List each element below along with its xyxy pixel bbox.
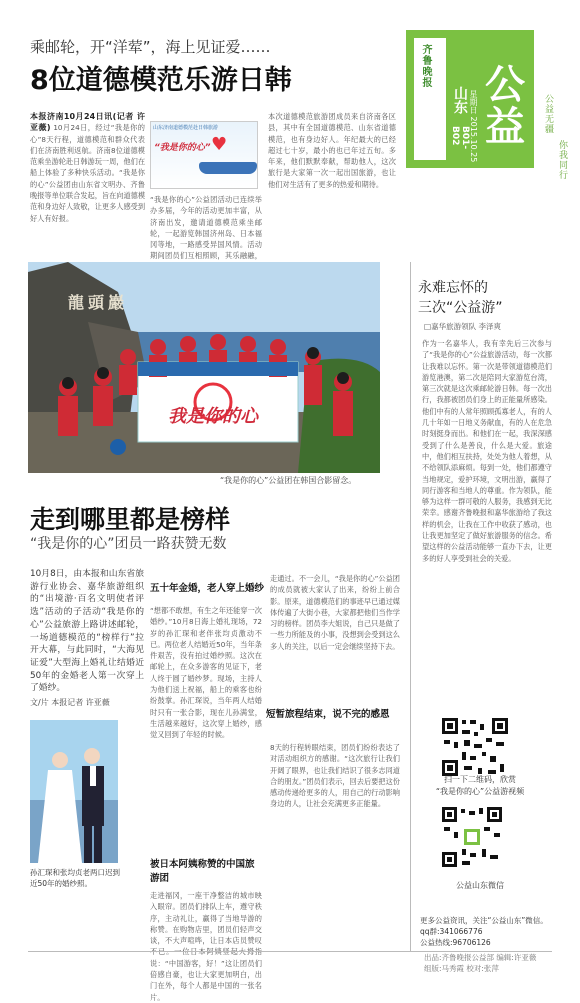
story1-col1 — [30, 111, 145, 258]
wedding-photo — [30, 720, 118, 863]
masthead-section-title: 公益 — [485, 62, 525, 150]
video-qr-caption — [420, 774, 540, 798]
footer-credits — [424, 953, 574, 974]
story2-section3-title: 短暂旅程结束，说不完的感恩 — [266, 709, 390, 720]
wechat-qr-caption: 公益山东微信 — [456, 881, 504, 890]
tagline-2: 你我同行 — [557, 140, 567, 180]
story2-section1-title: 五十年金婚，老人穿上婚纱 — [150, 583, 265, 594]
story1-dateline: 本报济南10月24日讯(记者 许亚薇) — [30, 112, 145, 133]
contact-wechat: 更多公益资讯，关注“公益山东”微信。 — [420, 916, 548, 925]
banner-small-text: 山东济南道德模范赴日韩旅游 — [153, 125, 219, 131]
event-banner-image — [150, 121, 258, 189]
masthead-date: 星期日 2015.10.25 — [469, 90, 478, 163]
footer-divider — [28, 951, 552, 952]
main-headline: 8位道德模范乐游日韩 — [30, 65, 292, 96]
story1-col2: “我是你的心”公益团活动已连续举办多届，今年的活动更加丰富，从济南出发，邀请道德模范乘坐邮轮，一起游览韩国济州岛、日本福冈等地，一路感受异国风情。活动期间团员们互相照顾，其乐融融， — [150, 195, 262, 261]
essay-body: 作为一名嘉华人，我有幸先后三次参与了“我是你的心”公益旅游活动，每一次都让我难以忘怀。第一次是带领道德模范们游览港澳，第二次是陪同大家游览台湾，第三次就是这次乘邮轮游日韩。每一次出行，我都被团员们身上的正能量所感染。他们中有的人常年照顾孤寡老人，有的人几十年如一日地义务献血，有的人在危急时刻挺身而出。和他们在一起，我深深感受到了什么是善良，什么是大爱。旅途中，他们相互扶持，处处为他人着想，从不给领队添麻烦。每到一处，他们都遵守当地规定，爱护环境，文明出游，赢得了同行游客和当地人的尊重。作为领队，能够为这样一群可敬的人服务，我感到无比荣幸。感谢齐鲁晚报和嘉华旅游给了我这样的机会，让我在工作中收获了感动，也让我更加坚定了做好旅游服务的信念。希望这样的公益活动能够一直办下去，让更多的好人享受到社会的关爱。 — [422, 339, 552, 563]
masthead-region: 山东 — [452, 86, 468, 114]
video-qr-caption-line1: 扫一下二维码，欣赏 — [444, 775, 516, 784]
contact-info — [420, 915, 550, 948]
story2-section2-title: 被日本阿姨称赞的中国旅游团 — [150, 859, 255, 884]
group-photo — [28, 262, 380, 473]
contact-qq: qq群:341066776 — [420, 927, 483, 936]
story2-col-d: 8天的行程转眼结束，团员们纷纷表达了对活动组织方的感谢。“这次旅行让我们开阔了眼界，也让我们结识了很多志同道合的朋友。”团员们表示，回去后要把这份感动传递给更多的人，用自己的行动影响身边的人，让社会充满更多正能量。 — [270, 743, 400, 809]
tagline-1: 公益无疆 — [543, 94, 553, 134]
cruise-ship-icon — [199, 162, 257, 174]
story2-headline: 走到哪里都是榜样 — [30, 505, 231, 534]
footer-credits-line1: 出品:齐鲁晚报公益部 编辑:许亚薇 — [424, 953, 537, 962]
rock-inscription: 龍頭巖 — [68, 293, 129, 312]
story1-col3: 本次道德模范旅游团成员来自济南各区县，其中有全国道德模范、山东省道德模范，也有身边好人。年纪最大的已经超过七十岁，最小的也已年过五旬。多年来，他们默默奉献，帮助他人，这次旅行是大家第一次一起出国旅游，也让他们对生活有了更多的热爱和期待。 — [268, 112, 396, 189]
masthead-paper-logo: 齐鲁晚报 — [420, 44, 431, 88]
qr-code-icon — [440, 716, 510, 778]
essay-title — [418, 278, 503, 318]
story2-col-b: 走进福冈，一座干净整洁的城市映入眼帘。团员们排队上车，遵守秩序，主动礼让，赢得了当地导游的称赞。在购物店里，团员们轻声交谈，不大声喧哗，让日本店员赞叹 说：“中国游客，好！”这让团员们倍感自豪，也让大家更加明白，出门在外，每个人都是中国的一张名片。 — [150, 891, 262, 1002]
contact-hotline: 公益热线:96706126 — [420, 938, 491, 947]
wedding-photo-illustration — [30, 720, 118, 863]
heart-icon: ♥ — [211, 134, 228, 155]
photo-caption: “我是你的心”公益团在韩国合影留念。 — [220, 476, 357, 485]
story2-lead: 10月8日，由本报和山东省旅游行业协会、嘉华旅游组织的“出境游·百名文明使者评选”活动的子活动“我是你的心”公益旅游上路讲述邮轮，一场道德模范的“榜样行”拉开大幕，与此同时，“大海见证爱”大型海上婚礼让结婚近50年的金婚老人第一次穿上了婚纱。 — [30, 569, 144, 694]
wechat-qr-code[interactable] — [440, 805, 504, 869]
masthead — [406, 30, 534, 168]
story2-subhead: “我是你的心”团员一路获赞无数 — [30, 536, 227, 552]
story2-col-c: 走通过。不一会儿，“我是你的心”公益团的成员就被大家认了出来，纷纷上前合影。原来，道德模范们的事迹早已通过媒体传遍了大街小巷，大家都把他们当作学习的榜样。团员李大姐说，自己只是做了一些力所能及的小事，没想到会受到这么多人的关注，以后一定会继续坚持下去。 — [270, 574, 400, 651]
banner-title: “我是你的心” — [154, 143, 211, 153]
essay-title-line2: 三次“公益游” — [418, 300, 503, 316]
wedding-photo-caption: 孙汇琛和张均贞老两口迟到近50年的婚纱照。 — [30, 868, 120, 888]
footer-credits-line2: 组版:马秀霞 校对:张萍 — [424, 963, 499, 973]
masthead-pages: B01-B02 — [450, 126, 470, 150]
essay-title-line1: 永难忘怀的 — [418, 280, 488, 296]
photo-banner-text: 我是你的心 — [168, 406, 258, 427]
video-qr-caption-line2: “我是你的心”公益游视频 — [435, 787, 525, 796]
story2-col-a: “想都不敢想，有生之年还能穿一次婚纱。”10月8日海上婚礼现场，72岁的孙汇琛和老伴张均贞激动不已。两位老人结婚近50年，当年条件艰苦，没有拍过婚纱照。这次在邮轮上，在众多游客的见证下，老人终于圆了婚纱梦。现场，主持人为他们送上祝福，船上的乘客也纷纷鼓掌。孙汇琛说，当年两人结婚时只有一张合影，现在儿孙满堂，生活越来越好，这次穿上婚纱，感觉又回到了年轻的时候。 — [150, 606, 262, 740]
story2-author: 文/片 本报记者 许亚薇 — [30, 698, 110, 707]
story1-col1-text: 10月24日，经过“我是你的心”8天行程，道德模范和群众代表们在济南胜利返航。济南8位道德模范乘坐游轮赴日韩游玩一周，他们在船上体验了多种快乐活动。“我是你的心”公益团由山东省文明办、齐鲁晚报等单位联合发起，旨在向道德模范和身边好人致敬，让更多人感受到好人有好报。 — [30, 123, 146, 223]
essay-author: □嘉华旅游领队 李泽爽 — [424, 322, 501, 331]
kicker-headline: 乘邮轮，开“洋荤”，海上见证爱…… — [30, 38, 271, 56]
column-divider — [410, 262, 411, 952]
qr-code-icon — [440, 805, 504, 869]
